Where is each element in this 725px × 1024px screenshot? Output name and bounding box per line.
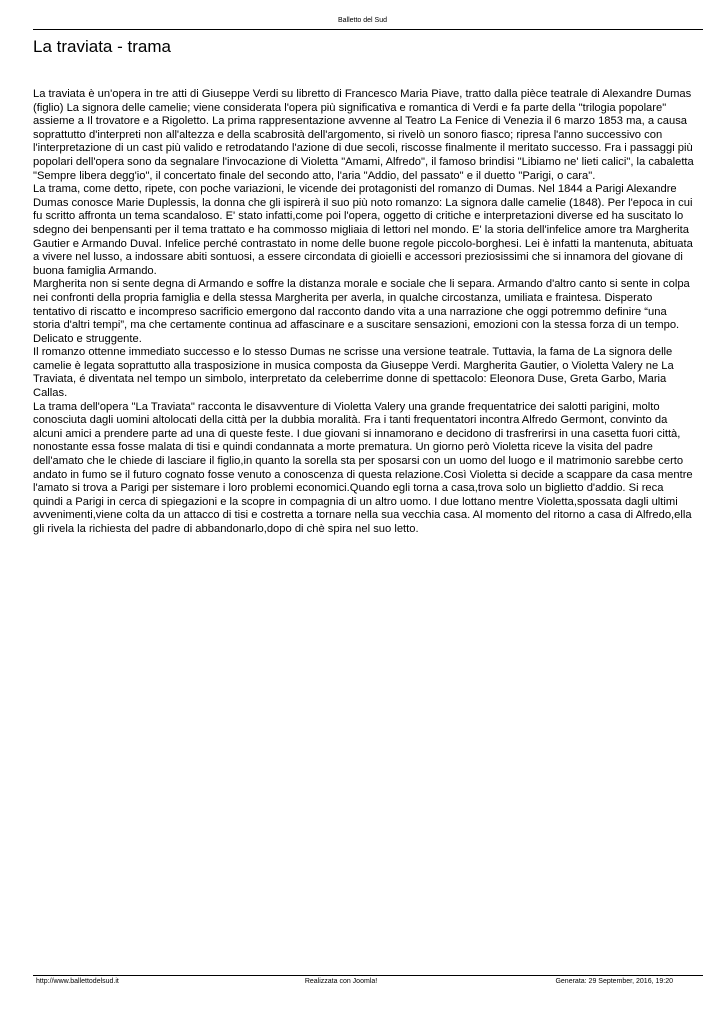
footer-generated-date: Generata: 29 September, 2016, 19:20 bbox=[555, 978, 673, 985]
footer-powered-by: Realizzata con Joomla! bbox=[304, 978, 378, 985]
header-divider bbox=[33, 29, 703, 30]
site-header: Balletto del Sud bbox=[337, 17, 388, 24]
article-body bbox=[33, 88, 695, 537]
article-paragraph: La traviata è un'opera in tre atti di Giuseppe Verdi su libretto di Francesco Maria Piave, tratto dalla pièce teatrale di Alexandre Dumas (figlio) La signora delle camelie; viene considerata l'opera più significativa e romantica di Verdi e fa parte della "trilogia popolare" assieme a Il trovatore e a Rigoletto. La prima rappresentazione avvenne al Teatro La Fenice di Venezia il 6 marzo 1853 ma, a causa soprattutto d'interpreti non all'altezza e della scabrosità dell'argomento, si rivelò un sonoro fiasco; ripresa l'anno successivo con l'interpretazione di un cast più valido e retrodatando l'azione di due secoli, riscosse finalmente il meritato successo. Fra i passaggi più popolari dell'opera sono da segnalare l'invocazione di Violetta "Amami, Alfredo", il famoso brindisi "Libiamo ne' lieti calici", la cabaletta "Sempre libera degg'io", il concertato finale del secondo atto, l'aria "Addio, del passato" e il duetto "Parigi, o cara". bbox=[33, 88, 694, 182]
article-paragraph: Il romanzo ottenne immediato successo e lo stesso Dumas ne scrisse una versione teatrale. Tuttavia, la fama de La signora delle camelie è legata soprattutto alla trasposizione in musica composta da Giuseppe Verdi. Margherita Gautier, o Violetta Valery ne La Traviata, é diventata nel tempo un simbolo, interpretato da celeberrime donne di spettacolo: Eleonora Duse, Greta Garbo, Maria Callas. bbox=[33, 346, 674, 400]
article-paragraph: La trama dell'opera "La Traviata" racconta le disavventure di Violetta Valery una grande frequentatrice dei salotti parigini, molto conosciuta dagli uomini altolocati della città per la dubbia moralità. Fra i tanti frequentatori incontra Alfredo Germont, convinto da alcuni amici a prendere parte ad una di queste feste. I due giovani si innamorano e decidono di trasfrerirsi in una casetta fuori città, nonostante essa fosse malata di tisi e quindi condannata a morte prematura. Un giorno però Violetta riceve la visita del padre dell'amato che le chiede di lasciare il figlio,in quanto la sorella sta per sposarsi con un uomo del luogo e il matrimonio sarebbe certo andato in fumo se il futuro cognato fosse venuto a conoscenza di questa relazione.Così Violetta si decide a scappare da casa mentre l'amato si trova a Parigi per sistemare i loro problemi economici.Quando egli torna a casa,trova solo un biglietto d'addio. Si reca quindi a Parigi in cerca di spiegazioni e la scopre in compagnia di un altro uomo. I due lottano mentre Violetta,spossata dagli ultimi avvenimenti,viene colta da un attacco di tisi e costretta a tornare nella sua vecchia casa. Al momento del ritorno a casa di Alfredo,ella gli rivela la richiesta del padre di abbandonarlo,dopo di chè spira nel suo letto. bbox=[33, 400, 693, 535]
page-title: La traviata - trama bbox=[33, 37, 171, 56]
footer-site-url[interactable]: http://www.ballettodelsud.it bbox=[36, 978, 119, 985]
article-paragraph: Margherita non si sente degna di Armando e soffre la distanza morale e sociale che li separa. Armando d'altro canto si sente in colpa nei confronti della propria famiglia e della stessa Margherita per averla, in qualche circostanza, umiliata e fraintesa. Disperato tentativo di riscatto e incompreso sacrificio emergono dal racconto dando vita a una narrazione che oggi potremmo definire “una storia d'altri tempi”, ma che certamente continua ad affascinare e a suscitare sensazioni, emozioni con la stessa forza di un tempo. Delicato e struggente. bbox=[33, 278, 690, 345]
article-paragraph: La trama, come detto, ripete, con poche variazioni, le vicende dei protagonisti del romanzo di Dumas. Nel 1844 a Parigi Alexandre Dumas conosce Marie Duplessis, la donna che gli ispirerà il suo più noto romanzo: La signora dalle camelie (1848). Per l'epoca in cui fu scritto affronta un tema scandaloso. E' stato infatti,come poi l'opera, oggetto di critiche e interpretazioni diverse ed ha suscitato lo sdegno dei benpensanti per il tema trattato e ha commosso migliaia di lettori nel mondo. E' la storia dell'infelice amore tra Margherita Gautier e Armando Duval. Infelice perché contrastato in nome delle buone regole piccolo-borghesi. Lei è infatti la mantenuta, abituata a vivere nel lusso, a indossare abiti sontuosi, a essere circondata di gioielli e accessori preziosissimi che si innamora del giovane di buona famiglia Armando. bbox=[33, 183, 693, 277]
footer-divider bbox=[33, 975, 703, 976]
